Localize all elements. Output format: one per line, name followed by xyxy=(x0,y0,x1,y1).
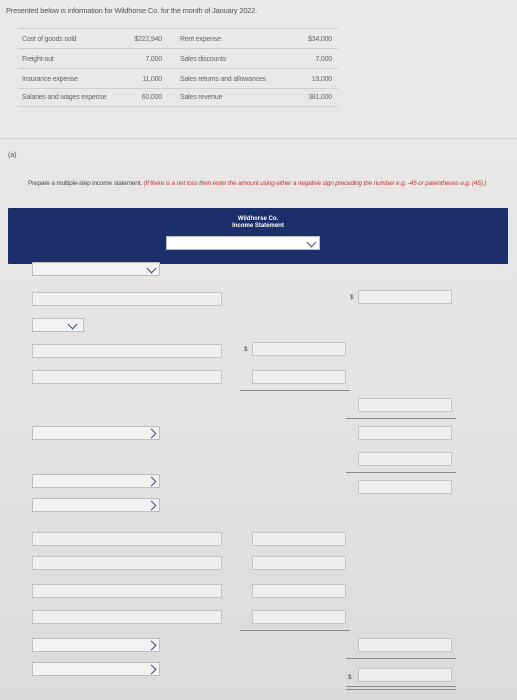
chevron-right-icon xyxy=(147,501,157,511)
label-input-3[interactable] xyxy=(32,370,222,384)
currency-symbol: $ xyxy=(244,346,248,353)
amount-input-5[interactable] xyxy=(358,426,452,440)
chevron-down-icon xyxy=(147,264,157,274)
info-value-returns: 19,000 xyxy=(311,76,332,83)
label-input-2[interactable] xyxy=(32,344,222,358)
subtotal-rule xyxy=(346,472,456,473)
label-input-5[interactable] xyxy=(32,556,222,570)
statement-title: Income Statement xyxy=(232,223,284,229)
amount-input-11[interactable] xyxy=(252,610,346,624)
company-name: Wildhorse Co. xyxy=(237,216,279,222)
info-label-sales-discounts: Sales discounts xyxy=(180,56,227,63)
part-label: (a) xyxy=(8,152,17,159)
chevron-right-icon xyxy=(147,477,157,487)
chevron-right-icon xyxy=(147,429,157,439)
amount-input-1[interactable] xyxy=(358,290,452,304)
period-dropdown[interactable] xyxy=(166,236,320,250)
info-value-salaries: 60,000 xyxy=(141,94,162,101)
table-rule xyxy=(18,88,338,89)
account-dropdown-2[interactable] xyxy=(32,318,84,332)
info-label-insurance: Insurance expense xyxy=(22,76,78,83)
instructions xyxy=(28,180,498,188)
instructions-note: (If there is a net loss then enter the amount using either a negative sign preceding the number e.g. -45 or parentheses e.g. (45).) xyxy=(143,180,487,187)
label-input-1[interactable] xyxy=(32,292,222,306)
info-label-rent: Rent expense xyxy=(180,36,221,43)
info-value-sales-revenue: 381,000 xyxy=(308,94,332,101)
total-rule xyxy=(346,658,456,659)
info-value-sales-discounts: 7,000 xyxy=(315,56,332,63)
double-total-rule xyxy=(346,686,456,687)
table-rule xyxy=(18,48,338,49)
amount-input-8[interactable] xyxy=(252,532,346,546)
label-input-7[interactable] xyxy=(32,610,222,624)
account-dropdown-5[interactable] xyxy=(32,498,160,512)
info-value-freight: 7,000 xyxy=(145,56,162,63)
subtotal-rule xyxy=(240,390,350,391)
info-value-rent: $34,000 xyxy=(308,36,332,43)
subtotal-rule xyxy=(346,418,456,419)
instructions-main: Prepare a multiple-step income statement. xyxy=(28,180,142,187)
info-label-cogs: Cost of goods sold xyxy=(22,36,77,43)
account-dropdown-3[interactable] xyxy=(32,426,160,440)
table-rule xyxy=(18,68,338,69)
amount-input-2[interactable] xyxy=(252,342,346,356)
info-value-cogs: $222,940 xyxy=(134,36,162,43)
label-input-6[interactable] xyxy=(32,584,222,598)
amount-input-3[interactable] xyxy=(252,370,346,384)
info-label-returns: Sales returns and allowances xyxy=(180,76,266,83)
table-top-rule xyxy=(18,28,338,29)
amount-input-9[interactable] xyxy=(252,556,346,570)
chevron-right-icon xyxy=(147,665,157,675)
info-value-insurance: 11,000 xyxy=(142,76,162,83)
chevron-right-icon xyxy=(147,641,157,651)
intro-text: Presented below is information for Wildhorse Co. for the month of January 2022. xyxy=(6,6,258,15)
amount-input-4[interactable] xyxy=(358,398,452,412)
amount-input-6[interactable] xyxy=(358,452,452,466)
account-dropdown-7[interactable] xyxy=(32,662,160,676)
chevron-down-icon xyxy=(68,320,78,330)
amount-input-10[interactable] xyxy=(252,584,346,598)
account-dropdown-6[interactable] xyxy=(32,638,160,652)
double-total-rule xyxy=(346,689,456,690)
account-dropdown-4[interactable] xyxy=(32,474,160,488)
section-divider xyxy=(0,138,517,139)
amount-input-12[interactable] xyxy=(358,638,452,652)
label-input-4[interactable] xyxy=(32,532,222,546)
currency-symbol: $ xyxy=(350,294,354,301)
subtotal-rule xyxy=(240,630,350,631)
chevron-down-icon xyxy=(307,238,317,248)
net-income-input[interactable] xyxy=(358,668,452,682)
table-rule xyxy=(18,106,338,107)
currency-symbol: $ xyxy=(348,674,352,681)
info-label-freight: Freight-out xyxy=(22,56,54,63)
account-dropdown-1[interactable] xyxy=(32,262,160,276)
info-label-sales-revenue: Sales revenue xyxy=(180,94,223,101)
amount-input-7[interactable] xyxy=(358,480,452,494)
info-label-salaries: Salaries and wages expense xyxy=(22,94,107,101)
